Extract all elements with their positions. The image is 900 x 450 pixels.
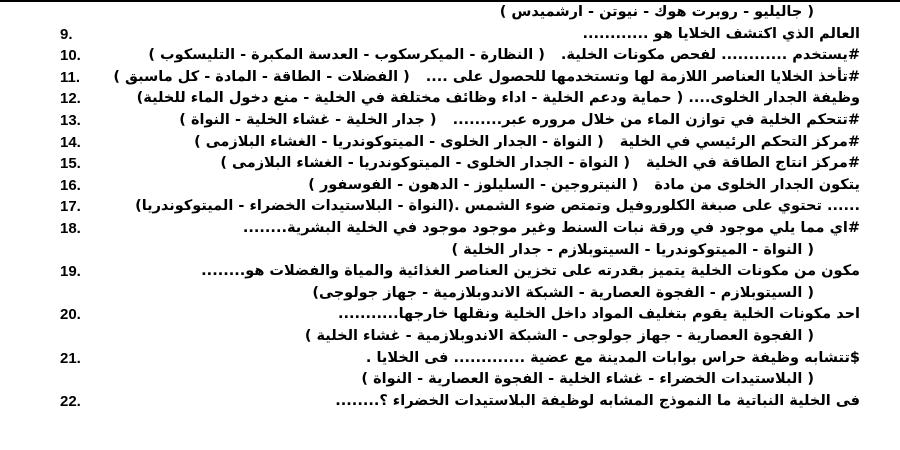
question-row xyxy=(60,304,860,326)
question-text: وظيفة الجدار الخلوى.... ( حماية ودعم الخلية - اداء وظائف مختلفة في الخلية - منع دخول الماء للخلية) xyxy=(136,90,860,107)
question-text: فى الخلية النباتية ما النموذج المشابه لوظيفة البلاستيدات الخضراء ؟........ xyxy=(335,392,860,409)
question-row xyxy=(60,261,860,283)
answer-options: ( النظارة - الميكرسكوب - العدسة المكبرة - التليسكوب ) xyxy=(148,47,545,64)
answer-options: ( النواة - الجدار الخلوى - الميتوكوندريا - الغشاء البلازمى ) xyxy=(220,155,631,172)
question-row xyxy=(60,153,860,175)
question-row xyxy=(60,348,860,370)
question-text: #مركز التحكم الرئيسي في الخلية xyxy=(619,133,860,150)
options-row xyxy=(60,369,860,391)
question-row xyxy=(60,391,860,413)
question-text: احد مكونات الخلية يقوم بتغليف المواد داخل الخلية ونقلها خارجها........... xyxy=(337,306,860,323)
question-text: مكون من مكونات الخلية يتميز بقدرته على تخزين العناصر الغذائية والمياة والفضلات هو........ xyxy=(201,263,860,280)
question-text: #يستخدم ............ لفحص مكونات الخلية. xyxy=(560,47,860,64)
question-text: ...... تحتوي على صبغة الكلوروفيل وتمتص ضوء الشمس .(النواة - البلاستيدات الخضراء - الميتوكوندريا) xyxy=(135,198,860,215)
question-text: يتكون الجدار الخلوى من مادة xyxy=(654,176,860,193)
question-text: #تتحكم الخلية في توازن الماء من خلال مروره عبر......... xyxy=(452,111,860,128)
question-row xyxy=(60,88,860,110)
question-number: 19. xyxy=(60,263,81,281)
question-number: 21. xyxy=(60,349,81,367)
question-number: 14. xyxy=(60,133,81,151)
question-number: 18. xyxy=(60,219,81,237)
top-border xyxy=(0,0,900,2)
options-row xyxy=(60,326,860,348)
question-row xyxy=(60,67,860,89)
question-row xyxy=(60,132,860,154)
question-number: 22. xyxy=(60,392,81,410)
question-number: 20. xyxy=(60,306,81,324)
question-row xyxy=(60,175,860,197)
question-text: $تتشابه وظيفة حراس بوابات المدينة مع عضية ............. فى الخلايا . xyxy=(365,349,860,366)
options-row xyxy=(60,2,860,24)
answer-options: ( جدار الخلية - غشاء الخلية - النواة ) xyxy=(179,111,437,128)
options-row xyxy=(60,283,860,305)
question-number: 10. xyxy=(60,47,81,65)
answer-options: ( النيتروجين - السليلوز - الدهون - الفوسفور ) xyxy=(308,176,639,193)
question-row xyxy=(60,196,860,218)
question-number: 12. xyxy=(60,90,81,108)
question-text: العالم الذي اكتشف الخلايا هو ............ xyxy=(582,25,860,42)
answer-options: ( السيتوبلازم - الفجوة العصارية - الشبكة الاندوبلازمية - جهاز جولوجى) xyxy=(312,284,814,301)
answer-options: ( جاليليو - روبرت هوك - نيوتن - ارشميدس ) xyxy=(499,4,814,20)
question-row xyxy=(60,45,860,67)
question-number: 16. xyxy=(60,176,81,194)
question-number: 15. xyxy=(60,155,81,173)
answer-options: ( النواة - الجدار الخلوى - الميتوكوندريا - الغشاء البلازمى ) xyxy=(194,133,604,150)
question-row xyxy=(60,24,860,46)
question-text: #اي مما يلي موجود في ورقة نبات السنط وغير موجود موجود في الخلية البشرية........ xyxy=(242,219,860,236)
answer-options: ( الفجوة العصارية - جهاز جولوجى - الشبكة الاندوبلازمية - غشاء الخلية ) xyxy=(304,327,814,344)
question-number: 11. xyxy=(60,68,81,86)
question-number: 9. xyxy=(60,25,73,43)
question-list xyxy=(60,0,860,412)
question-text: #مركز انتاج الطاقة في الخلية xyxy=(646,155,860,172)
question-row xyxy=(60,218,860,240)
question-row xyxy=(60,110,860,132)
question-number: 17. xyxy=(60,198,81,216)
question-text: #تأخذ الخلايا العناصر اللازمة لها وتستخدمها للحصول على .... xyxy=(425,68,860,85)
options-row xyxy=(60,240,860,262)
question-number: 13. xyxy=(60,111,81,129)
answer-options: ( البلاستيدات الخضراء - غشاء الخلية - الفجوة العصارية - النواة ) xyxy=(361,371,814,388)
answer-options: ( الفضلات - الطاقة - المادة - كل ماسبق ) xyxy=(113,68,410,85)
answer-options: ( النواة - الميتوكوندريا - السيتوبلازم - جدار الخلية ) xyxy=(451,241,814,258)
